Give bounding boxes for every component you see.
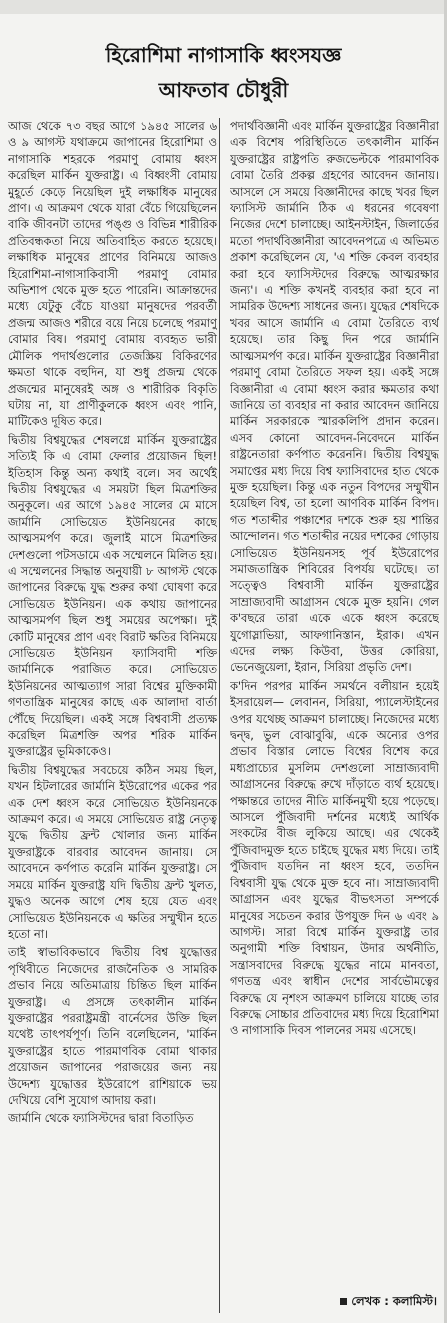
paragraph: তাই স্বাভাবিকভাবে দ্বিতীয় বিশ্ব যুদ্ধোত্তর পৃথিবীতে নিজেদের রাজনৈতিক ও সামরিক প্রভাব নিয়ে অতিমাত্রায় চিন্তিত ছিল মার্কিন যুক্তরাষ্ট্র। এ প্রসঙ্গে তৎকালীন মার্কিন যুক্তরাষ্ট্রের পররাষ্ট্রমন্ত্রী বার্নেসের উক্তি ছিল যথেষ্ট তাৎপর্যপূর্ণ। তিনি বলেছিলেন, 'মার্কিন যুক্তরাষ্ট্রের হাতে পারমাণবিক বোমা থাকার প্রয়োজন জাপানের পরাজয়ের জন্য নয় উদ্দেশ্য যুদ্ধোত্তর ইউরোপে রাশিয়াকে ভয় দেখিয়ে বেশি সুযোগ আদায় করা।: [8, 945, 217, 1107]
column-divider: [219, 118, 220, 1313]
paragraph: ক'দিন পরপর মার্কিন সমর্থনে বলীয়ান হয়েই ইসরায়েল— লেবানন, সিরিয়া, প্যালেস্টাইনের ওপর যথেচ্ছ আক্রমণ চালাচ্ছে। নিজেদের মধ্যে দ্বন্দ্ব, ভুল বোঝাবুঝি, একে অন্যের ওপর প্রভাব বিস্তার লোভে বিশ্বের বিশেষ করে মধ্যপ্রাচ্যের মুসলিম দেশগুলো সাম্রাজ্যবাদী আগ্রাসনের বিরুদ্ধে রুখে দাঁড়াতে ব্যর্থ হয়েছে। পক্ষান্তরে তাদের নীতি মার্কিনমুখী হয়ে পড়েছে। আসলে পুঁজিবাদী দর্শনের মধ্যেই আর্থিক সংকটের বীজ লুকিয়ে আছে। এর থেকেই পুঁজিবাদমুক্ত হতে চাইছে যুদ্ধের মধ্য দিয়ে। তাই পুঁজিবাদ যতদিন না ধ্বংস হবে, ততদিন বিশ্ববাসী যুদ্ধ থেকে মুক্ত হবে না। সাম্রাজ্যবাদী আগ্রাসন এবং যুদ্ধের বীভৎসতা সম্পর্কে মানুষের সচেতন করার উপযুক্ত দিন ৬ এবং ৯ আগস্ট। সারা বিশ্বে মার্কিন যুক্তরাষ্ট্র তার অনুগামী শক্তি বিশ্বায়ন, উদার অর্থনীতি, সন্ত্রাসবাদের বিরুদ্ধে যুদ্ধের নামে মানবতা, গণতন্ত্র এবং স্বাধীন দেশের সার্বভৌমত্বের বিরুদ্ধে যে নৃশংস আক্রমণ চালিয়ে যাচ্ছে তার বিরুদ্ধে সোচ্চার প্রতিবাদের মধ্য দিয়ে হিরোশিমা ও নাগাসাকি দিবস পালনের সময় এসেছে।: [230, 678, 439, 1038]
author-byline: আফতাব চৌধুরী: [158, 78, 289, 102]
paragraph: দ্বিতীয় বিশ্বযুদ্ধের শেষলগ্নে মার্কিন যুক্তরাষ্ট্রের সত্যিই কি এ বোমা ফেলার প্রয়োজন ছিল! ইতিহাস কিন্তু অন্য কথাই বলে। সব অর্থেই দ্বিতীয় বিশ্বযুদ্ধের এ সময়টা ছিল মিত্রশক্তির অনুকূলে। এর আগে ১৯৪৫ সালের মে মাসে জার্মানি সোভিয়েত ইউনিয়নের কাছে আত্মসমর্পণ করে। জুলাই মাসে মিত্রশক্তির দেশগুলো পটসডামে এক সম্মেলনে মিলিত হয়। এ সম্মেলনের সিদ্ধান্ত অনুযায়ী ৮ আগস্ট থেকে জাপানের বিরুদ্ধে যুদ্ধ শুরুর কথা ঘোষণা করে সোভিয়েত ইউনিয়ন। এক কথায় জাপানের আত্মসমর্পণ ছিল শুধু সময়ের অপেক্ষা। দুই কোটি মানুষের প্রাণ এবং বিরাট ক্ষতির বিনিময়ে সোভিয়েত ইউনিয়ন ফ্যাসিবাদী শক্তি জার্মানিকে পরাজিত করে। সোভিয়েত ইউনিয়নের আত্মত্যাগ সারা বিশ্বের মুক্তিকামী গণতান্ত্রিক মানুষের কাছে এক আলাদা বার্তা পৌঁছে দিয়েছিল। একই সঙ্গে বিশ্ববাসী প্রত্যক্ষ করেছিল মিত্রশক্তি অপর শরিক মার্কিন যুক্তরাষ্ট্রের ভূমিকাকেও।: [8, 432, 217, 759]
article-title: হিরোশিমা নাগাসাকি ধ্বংসযজ্ঞ: [105, 43, 342, 68]
square-bullet-icon: [340, 1298, 347, 1305]
previous-page-strip: [0, 0, 447, 14]
paragraph: পদার্থবিজ্ঞানী এবং মার্কিন যুক্তরাষ্ট্রের বিজ্ঞানীরা এক বিশেষ পরিস্থিতিতে তৎকালীন মার্কিন যুক্তরাষ্ট্রের রাষ্ট্রপতি রুজভেল্টকে পারমাণবিক বোমা তৈরি প্রকল্প গ্রহণের আবেদন জানায়। আসলে সে সময়ে বিজ্ঞানীদের কাছে খবর ছিল ফ্যাসিস্ট জার্মানি ঠিক এ ধরনের গবেষণা নিজের দেশে চালাচ্ছে। আইনস্টাইন, জিলার্ডের মতো পদার্থবিজ্ঞানীরা আবেদনপত্রে এ অভিমত প্রকাশ করেছিলেন যে, 'এ শক্তি কেবল ব্যবহার করা হবে ফ্যাসিস্টদের বিরুদ্ধে আত্মরক্ষার জন্য'। এ শক্তি কখনই ব্যবহার করা হবে না সামরিক উদ্দেশ্য সাধনের জন্য। যুদ্ধের শেষদিকে খবর আসে জার্মানি এ বোমা তৈরিতে ব্যর্থ হয়েছে। তার কিছু দিন পরে জার্মানি আত্মসমর্পণ করে। মার্কিন যুক্তরাষ্ট্রের বিজ্ঞানীরা পরমাণু বোমা তৈরিতে সফল হয়। একই সঙ্গে বিজ্ঞানীরা এ বোমা ধ্বংস করার ক্ষমতার কথা জানিয়ে তা ব্যবহার না করার আবেদন জানিয়ে মার্কিন সরকারকে স্মারকলিপি প্রদান করেন। এসব কোনো আবেদন-নিবেদনে মার্কিন রাষ্ট্রনেতারা কর্ণপাত করেননি। দ্বিতীয় বিশ্বযুদ্ধ সমাপ্তের মধ্য দিয়ে বিশ্ব ফ্যাসিবাদের হাত থেকে মুক্ত হয়েছিল। কিন্তু এক নতুন বিপদের সম্মুখীন হয়েছিল বিশ্ব, তা হলো আণবিক মার্কিন বিপদ। গত শতাব্দীর পঞ্চাশের দশকে শুরু হয় শান্তির আন্দোলন। গত শতাব্দীর নয়ের দশকের গোড়ায় সোভিয়েত ইউনিয়নসহ পূর্ব ইউরোপের সমাজতান্ত্রিক শিবিরের বিপর্যয় ঘটেছে। তা সত্ত্বেও বিশ্ববাসী মার্কিন যুক্তরাষ্ট্রের সাম্রাজ্যবাদী আগ্রাসন থেকে মুক্ত হয়নি। গেল ক'বছরে তারা একে একে ধ্বংস করেছে যুগোস্লাভিয়া, আফগানিস্তান, ইরাক। এখন এদের লক্ষ্য কিউবা, উত্তর কোরিয়া, ভেনেজুয়েলা, ইরান, সিরিয়া প্রভৃতি দেশ।: [230, 119, 439, 675]
author-credit-text: লেখক : কলামিস্ট।: [351, 1294, 437, 1308]
paragraph: দ্বিতীয় বিশ্বযুদ্ধের সবচেয়ে কঠিন সময় ছিল, যখন হিটলারের জার্মানি ইউরোপের একের পর এক দেশ ধ্বংস করে সোভিয়েত ইউনিয়নকে আক্রমণ করে। এ সময়ে সোভিয়েত রাষ্ট্র নেতৃত্ব যুদ্ধে দ্বিতীয় ফ্রন্ট খোলার জন্য মার্কিন যুক্তরাষ্ট্রকে বারবার আবেদন জানায়। সে আবেদনে কর্ণপাত করেনি মার্কিন যুক্তরাষ্ট্র। সে সময়ে মার্কিন যুক্তরাষ্ট্র যদি দ্বিতীয় ফ্রন্ট খুলত, যুদ্ধও অনেক আগে শেষ হয়ে যেত এবং সোভিয়েত ইউনিয়নকে এ ক্ষতির সম্মুখীন হতে হতো না।: [8, 762, 217, 941]
left-column: [8, 118, 217, 1318]
right-column: [230, 118, 439, 1288]
paragraph: জার্মানি থেকে ফ্যাসিস্টদের দ্বারা বিতাড়িত: [8, 1111, 194, 1126]
author-credit: [340, 1293, 437, 1312]
paragraph: আজ থেকে ৭৩ বছর আগে ১৯৪৫ সালের ৬ ও ৯ আগস্ট যথাক্রমে জাপানের হিরোশিমা ও নাগাসাকি শহরকে পরমাণু বোমায় ধ্বংস করেছিল মার্কিন যুক্তরাষ্ট্র। এ বিধ্বংসী বোমায় মুহূর্তে কেড়ে নিয়েছিল দুই লক্ষাধিক মানুষের প্রাণ। এ আক্রমণ থেকে যারা বেঁচে গিয়েছিলেন বাকি জীবনটা তাদের পঙ্গু ও বিভিন্ন শারীরিক প্রতিবন্ধকতা নিয়ে অতিবাহিত করতে হয়েছে। লক্ষাধিক মানুষের প্রাণের বিনিময়ে আজও হিরোশিমা-নাগাসাকিবাসী পরমাণু বোমার অভিশাপ থেকে মুক্ত হতে পারেনি। আক্রান্তদের মধ্যে যেটুকু বেঁচে যাওয়া মানুষদের পরবর্তী প্রজন্ম আজও শরীরে বয়ে নিয়ে চলেছে পরমাণু বোমার বিষ। পরমাণু বোমায় ব্যবহৃত ভারী মৌলিক পদার্থগুলোর তেজস্ক্রিয় বিকিরণের ক্ষমতা থাকে বহুদিন, যা শুধু প্রজন্ম থেকে প্রজন্মের মানুষেরই অঙ্গ ও শারীরিক বিকৃতি ঘটায় না, যা প্রাণীকুলকে ধ্বংস এবং পানি, মাটিকেও দূষিত করে।: [8, 119, 217, 429]
